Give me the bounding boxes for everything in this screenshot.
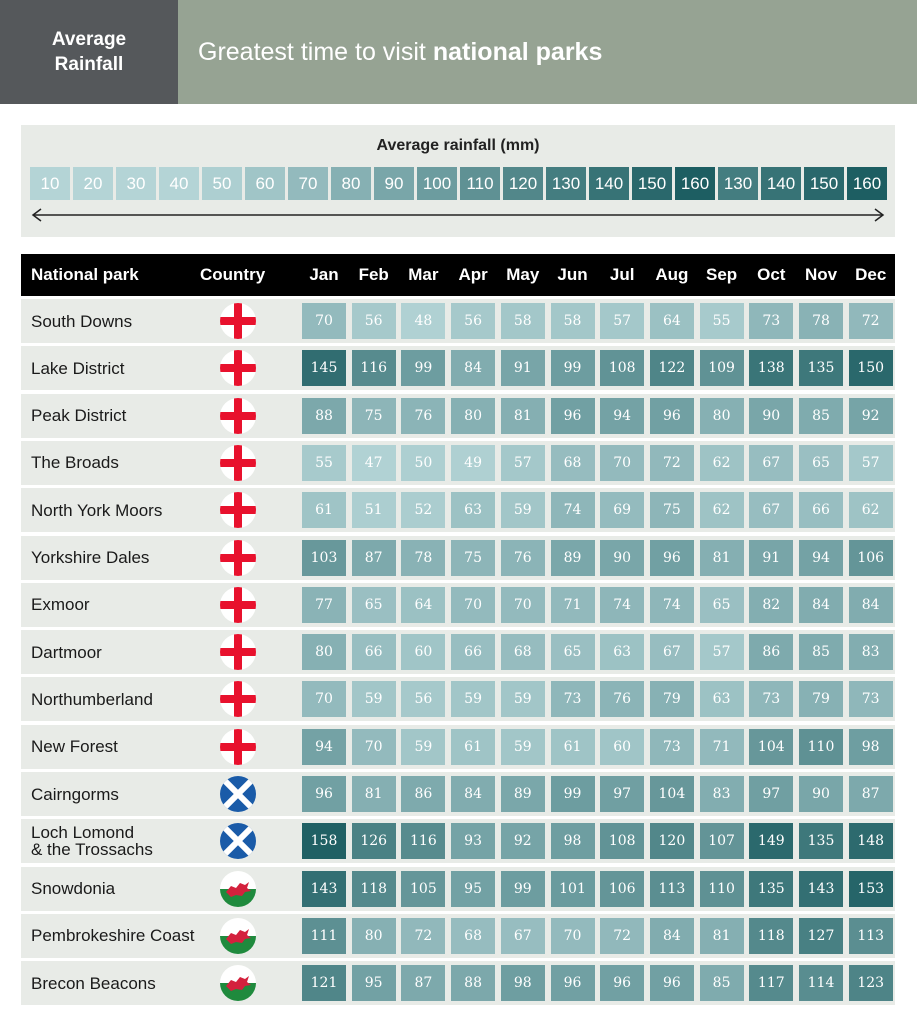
england-flag-icon	[219, 349, 257, 387]
rainfall-cell: 57	[501, 445, 545, 481]
table-row	[21, 394, 895, 438]
table-row	[21, 630, 895, 674]
rainfall-cell: 108	[600, 823, 644, 859]
rainfall-cell: 57	[700, 634, 744, 670]
rainfall-cell: 96	[650, 398, 694, 434]
rainfall-cell: 84	[451, 350, 495, 386]
rainfall-cell: 84	[451, 776, 495, 812]
rainfall-cell: 67	[501, 918, 545, 954]
legend-cell: 90	[374, 167, 414, 200]
rainfall-cell: 64	[401, 587, 445, 623]
rainfall-cell: 80	[700, 398, 744, 434]
legend-cell: 150	[632, 167, 672, 200]
legend-cell: 50	[202, 167, 242, 200]
rainfall-cell: 72	[650, 445, 694, 481]
column-header-country: Country	[200, 265, 266, 284]
rainfall-cell: 59	[501, 681, 545, 717]
rainfall-cell: 110	[799, 729, 843, 765]
rainfall-cell: 50	[401, 445, 445, 481]
table-row	[21, 961, 895, 1005]
rainfall-cell: 143	[302, 871, 346, 907]
rainfall-cell: 95	[451, 871, 495, 907]
rainfall-cell: 70	[501, 587, 545, 623]
rainfall-cell: 48	[401, 303, 445, 339]
rainfall-cell: 70	[352, 729, 396, 765]
england-flag-icon	[219, 302, 257, 340]
england-flag-icon	[219, 728, 257, 766]
rainfall-cell: 71	[551, 587, 595, 623]
rainfall-cell: 47	[352, 445, 396, 481]
rainfall-cell: 98	[501, 965, 545, 1001]
rainfall-cell: 109	[700, 350, 744, 386]
table-row	[21, 677, 895, 721]
table-row	[21, 725, 895, 769]
rainfall-cell: 90	[749, 398, 793, 434]
rainfall-cell: 135	[749, 871, 793, 907]
page-title-prefix: Greatest time to visit	[198, 37, 426, 66]
rainfall-cell: 110	[700, 871, 744, 907]
rainfall-cell: 65	[700, 587, 744, 623]
rainfall-cell: 97	[749, 776, 793, 812]
rainfall-cell: 85	[799, 398, 843, 434]
table-row	[21, 867, 895, 911]
rainfall-cell: 86	[749, 634, 793, 670]
wales-flag-icon	[219, 870, 257, 908]
rainfall-cell: 94	[302, 729, 346, 765]
column-header-jun: Jun	[557, 265, 588, 284]
park-name: Yorkshire Dales	[31, 548, 150, 567]
rainfall-cell: 116	[401, 823, 445, 859]
rainfall-cell: 61	[451, 729, 495, 765]
rainfall-cell: 114	[799, 965, 843, 1001]
rainfall-cell: 84	[799, 587, 843, 623]
rainfall-cell: 68	[501, 634, 545, 670]
legend-cell: 160	[847, 167, 887, 200]
rainfall-cell: 99	[551, 350, 595, 386]
rainfall-cell: 70	[302, 303, 346, 339]
rainfall-cell: 158	[302, 823, 346, 859]
rainfall-cell: 73	[749, 303, 793, 339]
rainfall-cell: 69	[600, 492, 644, 528]
legend-cell: 60	[245, 167, 285, 200]
rainfall-cell: 67	[749, 445, 793, 481]
rainfall-cell: 143	[799, 871, 843, 907]
header-subject-box	[0, 0, 178, 104]
rainfall-cell: 60	[600, 729, 644, 765]
rainfall-cell: 95	[352, 965, 396, 1001]
rainfall-cell: 68	[551, 445, 595, 481]
rainfall-cell: 57	[849, 445, 893, 481]
rainfall-cell: 79	[650, 681, 694, 717]
england-flag-icon	[219, 633, 257, 671]
park-name: Loch Lomond & the Trossachs	[31, 823, 153, 860]
rainfall-cell: 103	[302, 540, 346, 576]
rainfall-cell: 88	[302, 398, 346, 434]
column-header-oct: Oct	[757, 265, 786, 284]
park-name: New Forest	[31, 737, 118, 757]
rainfall-cell: 91	[749, 540, 793, 576]
rainfall-cell: 123	[849, 965, 893, 1001]
rainfall-cell: 104	[749, 729, 793, 765]
rainfall-cell: 76	[600, 681, 644, 717]
england-flag-icon	[219, 444, 257, 482]
rainfall-cell: 65	[551, 634, 595, 670]
rainfall-cell: 81	[501, 398, 545, 434]
rainfall-cell: 98	[849, 729, 893, 765]
table-row	[21, 441, 895, 485]
rainfall-cell: 65	[352, 587, 396, 623]
rainfall-cell: 99	[401, 350, 445, 386]
england-flag-icon	[219, 397, 257, 435]
table-header	[21, 254, 895, 296]
rainfall-cell: 82	[749, 587, 793, 623]
rainfall-cell: 72	[401, 918, 445, 954]
rainfall-cell: 63	[600, 634, 644, 670]
park-name: Peak District	[31, 406, 127, 426]
legend-cell: 130	[546, 167, 586, 200]
rainfall-cell: 59	[501, 492, 545, 528]
rainfall-cell: 63	[451, 492, 495, 528]
park-name: North York Moors	[31, 500, 163, 520]
rainfall-cell: 75	[451, 540, 495, 576]
rainfall-cell: 80	[451, 398, 495, 434]
rainfall-cell: 70	[551, 918, 595, 954]
rainfall-cell: 92	[849, 398, 893, 434]
rainfall-cell: 135	[799, 823, 843, 859]
rainfall-cell: 93	[451, 823, 495, 859]
double-arrow-icon	[30, 207, 910, 223]
column-header-dec: Dec	[855, 265, 887, 284]
park-name: The Broads	[31, 453, 119, 473]
rainfall-cell: 66	[451, 634, 495, 670]
rainfall-cell: 52	[401, 492, 445, 528]
rainfall-cell: 150	[849, 350, 893, 386]
rainfall-cell: 148	[849, 823, 893, 859]
rainfall-cell: 75	[352, 398, 396, 434]
rainfall-cell: 55	[700, 303, 744, 339]
rainfall-cell: 97	[600, 776, 644, 812]
table-row	[21, 488, 895, 532]
park-name: South Downs	[31, 311, 133, 331]
rainfall-cell: 94	[600, 398, 644, 434]
rainfall-cell: 72	[849, 303, 893, 339]
rainfall-cell: 138	[749, 350, 793, 386]
rainfall-cell: 118	[352, 871, 396, 907]
legend-cell: 100	[417, 167, 457, 200]
rainfall-cell: 67	[749, 492, 793, 528]
rainfall-cell: 149	[749, 823, 793, 859]
column-header-may: May	[506, 265, 540, 284]
legend-cell: 70	[288, 167, 328, 200]
rainfall-cell: 101	[551, 871, 595, 907]
rainfall-cell: 96	[302, 776, 346, 812]
rainfall-cell: 68	[451, 918, 495, 954]
rainfall-cell: 58	[551, 303, 595, 339]
column-header-jul: Jul	[609, 265, 635, 284]
rainfall-cell: 59	[401, 729, 445, 765]
rainfall-cell: 63	[700, 681, 744, 717]
rainfall-cell: 94	[799, 540, 843, 576]
park-name: Northumberland	[31, 689, 153, 709]
rainfall-cell: 61	[302, 492, 346, 528]
rainfall-cell: 113	[849, 918, 893, 954]
rainfall-cell: 99	[501, 871, 545, 907]
rainfall-cell: 80	[302, 634, 346, 670]
table-row	[21, 536, 895, 580]
rainfall-cell: 75	[650, 492, 694, 528]
column-header-sep: Sep	[706, 265, 738, 284]
rainfall-cell: 62	[849, 492, 893, 528]
column-header-mar: Mar	[408, 265, 439, 284]
rainfall-cell: 74	[650, 587, 694, 623]
rainfall-cell: 74	[551, 492, 595, 528]
wales-flag-icon	[219, 917, 257, 955]
england-flag-icon	[219, 680, 257, 718]
rainfall-cell: 74	[600, 587, 644, 623]
rainfall-cell: 57	[600, 303, 644, 339]
header-subject-line2: Rainfall	[54, 54, 124, 75]
rainfall-cell: 73	[849, 681, 893, 717]
legend-cell: 150	[804, 167, 844, 200]
rainfall-cell: 84	[650, 918, 694, 954]
rainfall-cell: 99	[551, 776, 595, 812]
legend-cell: 10	[30, 167, 70, 200]
rainfall-cell: 85	[700, 965, 744, 1001]
rainfall-cell: 76	[501, 540, 545, 576]
rainfall-cell: 122	[650, 350, 694, 386]
rainfall-cell: 71	[700, 729, 744, 765]
rainfall-cell: 153	[849, 871, 893, 907]
rainfall-cell: 49	[451, 445, 495, 481]
rainfall-cell: 76	[401, 398, 445, 434]
page-title	[178, 0, 917, 104]
rainfall-cell: 62	[700, 445, 744, 481]
table-row	[21, 819, 895, 863]
rainfall-cell: 135	[799, 350, 843, 386]
rainfall-cell: 105	[401, 871, 445, 907]
column-header-feb: Feb	[358, 265, 389, 284]
rainfall-cell: 70	[600, 445, 644, 481]
rainfall-cell: 127	[799, 918, 843, 954]
rainfall-cell: 107	[700, 823, 744, 859]
england-flag-icon	[219, 539, 257, 577]
rainfall-cell: 91	[501, 350, 545, 386]
rainfall-cell: 120	[650, 823, 694, 859]
rainfall-cell: 67	[650, 634, 694, 670]
rainfall-cell: 59	[352, 681, 396, 717]
rainfall-cell: 85	[799, 634, 843, 670]
column-header-jan: Jan	[309, 265, 339, 284]
header-subject-line1: Average	[51, 29, 127, 50]
rainfall-cell: 81	[700, 540, 744, 576]
rainfall-cell: 89	[551, 540, 595, 576]
park-name: Snowdonia	[31, 879, 116, 899]
rainfall-cell: 81	[352, 776, 396, 812]
rainfall-cell: 96	[650, 540, 694, 576]
rainfall-cell: 73	[650, 729, 694, 765]
rainfall-cell: 88	[451, 965, 495, 1001]
rainfall-cell: 113	[650, 871, 694, 907]
column-header-aug: Aug	[655, 265, 689, 284]
rainfall-cell: 79	[799, 681, 843, 717]
legend-cell: 140	[589, 167, 629, 200]
rainfall-cell: 90	[600, 540, 644, 576]
park-name: Brecon Beacons	[31, 973, 156, 993]
legend-cell: 20	[73, 167, 113, 200]
rainfall-cell: 70	[451, 587, 495, 623]
rainfall-cell: 86	[401, 776, 445, 812]
rainfall-cell: 116	[352, 350, 396, 386]
column-header-nov: Nov	[804, 265, 838, 284]
rainfall-cell: 96	[551, 398, 595, 434]
rainfall-cell: 106	[600, 871, 644, 907]
rainfall-cell: 78	[401, 540, 445, 576]
rainfall-cell: 73	[749, 681, 793, 717]
legend-cell: 120	[503, 167, 543, 200]
rainfall-cell: 64	[650, 303, 694, 339]
rainfall-cell: 56	[401, 681, 445, 717]
rainfall-cell: 77	[302, 587, 346, 623]
scotland-flag-icon	[219, 775, 257, 813]
rainfall-cell: 70	[302, 681, 346, 717]
legend-cell: 30	[116, 167, 156, 200]
rainfall-cell: 96	[551, 965, 595, 1001]
rainfall-cell: 126	[352, 823, 396, 859]
rainfall-cell: 56	[352, 303, 396, 339]
rainfall-cell: 83	[849, 634, 893, 670]
table-row	[21, 583, 895, 627]
rainfall-cell: 92	[501, 823, 545, 859]
rainfall-cell: 81	[700, 918, 744, 954]
rainfall-cell: 51	[352, 492, 396, 528]
rainfall-cell: 87	[401, 965, 445, 1001]
park-name: Exmoor	[31, 595, 90, 615]
rainfall-cell: 59	[501, 729, 545, 765]
rainfall-cell: 108	[600, 350, 644, 386]
rainfall-cell: 58	[501, 303, 545, 339]
rainfall-cell: 89	[501, 776, 545, 812]
park-name: Cairngorms	[31, 784, 119, 804]
park-name: Pembrokeshire Coast	[31, 926, 195, 946]
rainfall-cell: 117	[749, 965, 793, 1001]
rainfall-cell: 96	[650, 965, 694, 1001]
rainfall-cell: 106	[849, 540, 893, 576]
rainfall-cell: 59	[451, 681, 495, 717]
rainfall-cell: 111	[302, 918, 346, 954]
table-row	[21, 914, 895, 958]
rainfall-cell: 60	[401, 634, 445, 670]
legend-cell: 80	[331, 167, 371, 200]
legend-cell: 130	[718, 167, 758, 200]
column-header-apr: Apr	[458, 265, 488, 284]
page-title-bold: national parks	[432, 37, 603, 66]
park-name: Lake District	[31, 358, 125, 378]
rainfall-cell: 96	[600, 965, 644, 1001]
rainfall-cell: 55	[302, 445, 346, 481]
legend-cell: 160	[675, 167, 715, 200]
rainfall-cell: 87	[352, 540, 396, 576]
rainfall-cell: 72	[600, 918, 644, 954]
legend-cell: 40	[159, 167, 199, 200]
rainfall-cell: 83	[700, 776, 744, 812]
rainfall-cell: 121	[302, 965, 346, 1001]
rainfall-cell: 145	[302, 350, 346, 386]
rainfall-cell: 98	[551, 823, 595, 859]
rainfall-cell: 90	[799, 776, 843, 812]
rainfall-cell: 78	[799, 303, 843, 339]
scotland-flag-icon	[219, 822, 257, 860]
legend-title: Average rainfall (mm)	[376, 137, 540, 154]
rainfall-cell: 66	[799, 492, 843, 528]
rainfall-cell: 73	[551, 681, 595, 717]
rainfall-cell: 80	[352, 918, 396, 954]
column-header-park: National park	[31, 265, 139, 284]
wales-flag-icon	[219, 964, 257, 1002]
legend-cell: 140	[761, 167, 801, 200]
rainfall-cell: 66	[352, 634, 396, 670]
table-row	[21, 299, 895, 343]
rainfall-cell: 118	[749, 918, 793, 954]
england-flag-icon	[219, 586, 257, 624]
rainfall-cell: 61	[551, 729, 595, 765]
england-flag-icon	[219, 491, 257, 529]
rainfall-cell: 84	[849, 587, 893, 623]
rainfall-cell: 62	[700, 492, 744, 528]
table-row	[21, 346, 895, 390]
rainfall-cell: 87	[849, 776, 893, 812]
rainfall-cell: 65	[799, 445, 843, 481]
legend-cell: 110	[460, 167, 500, 200]
rainfall-cell: 104	[650, 776, 694, 812]
table-row	[21, 772, 895, 816]
park-name: Dartmoor	[31, 642, 102, 662]
rainfall-cell: 56	[451, 303, 495, 339]
